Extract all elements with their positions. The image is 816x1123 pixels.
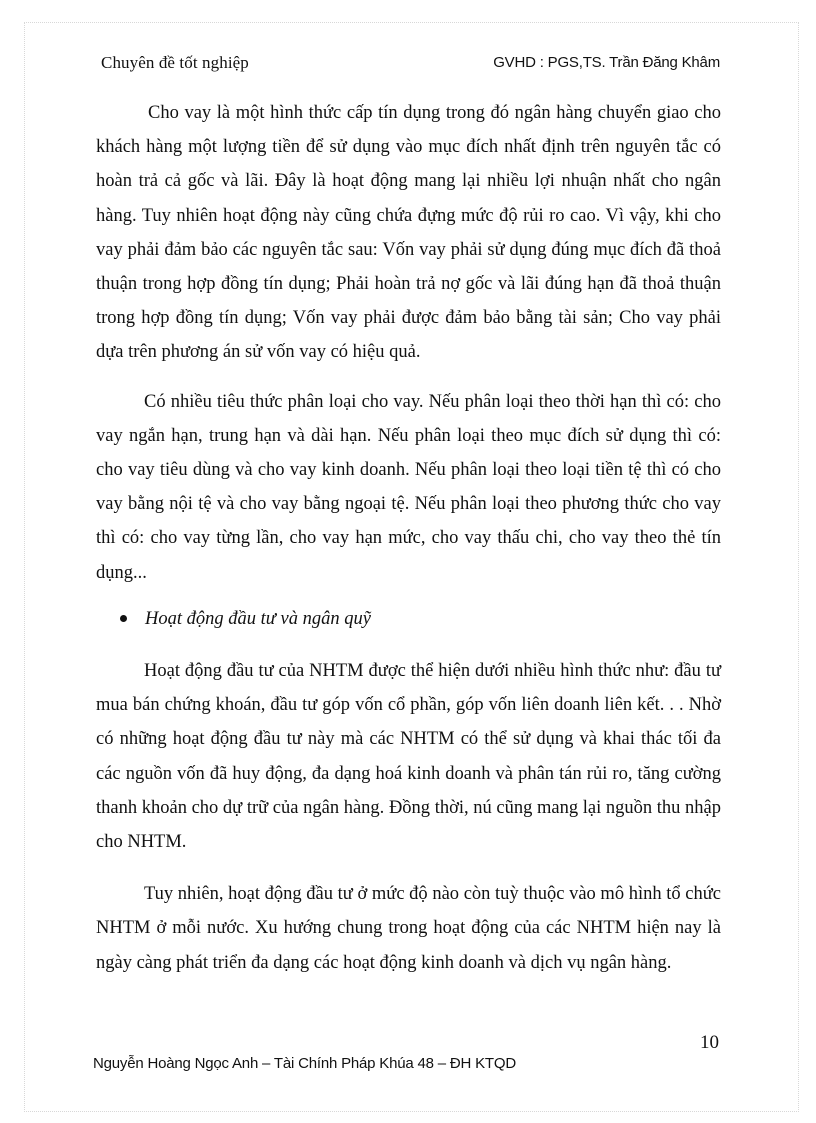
header-title: Chuyên đề tốt nghiệp: [101, 53, 249, 72]
bullet-heading: Hoạt động đầu tư và ngân quỹ: [145, 608, 371, 629]
paragraph-lending-definition: Cho vay là một hình thức cấp tín dụng trong đó ngân hàng chuyển giao cho khách hàng một lượng tiền để sử dụng vào mục đích nhất định trên nguyên tắc có hoàn trả cả gốc và lãi. Đây là hoạt động mang lại nhiều lợi nhuận nhất cho ngân hàng. Tuy nhiên hoạt động này cũng chứa đựng mức độ rủi ro cao. Vì vậy, khi cho vay phải đảm bảo các nguyên tắc sau: Vốn vay phải sử dụng đúng mục đích đã thoả thuận trong hợp đồng tín dụng; Phải hoàn trả nợ gốc và lãi đúng hạn đã thoả thuận trong hợp đồng tín dụng; Vốn vay phải được đảm bảo bằng tài sản; Cho vay phải dựa trên phương án sử vốn vay có hiệu quả.: [96, 103, 721, 363]
header-advisor: GVHD : PGS,TS. Trần Đăng Khâm: [493, 54, 720, 71]
document-body: [96, 96, 721, 980]
paragraph-investment-trends: Tuy nhiên, hoạt động đầu tư ở mức độ nào còn tuỳ thuộc vào mô hình tổ chức NHTM ở mỗi nước. Xu hướng chung trong hoạt động của các NHTM hiện nay là ngày càng phát triển đa dạng các hoạt động kinh doanh và dịch vụ ngân hàng.: [96, 884, 721, 973]
footer-author: Nguyễn Hoàng Ngọc Anh – Tài Chính Pháp Khúa 48 – ĐH KTQD: [93, 1055, 516, 1072]
bullet-item: [96, 602, 721, 636]
bullet-icon: [120, 615, 127, 622]
paragraph-investment-activities: Hoạt động đầu tư của NHTM được thể hiện dưới nhiều hình thức như: đầu tư mua bán chứng khoán, đầu tư góp vốn cổ phần, góp vốn liên doanh liên kết. . . Nhờ có những hoạt động đầu tư này mà các NHTM có thể sử dụng và khai thác tối đa các nguồn vốn đã huy động, đa dạng hoá kinh doanh và phân tán rủi ro, tăng cường thanh khoản cho dự trữ của ngân hàng. Đồng thời, nú cũng mang lại nguồn thu nhập cho NHTM.: [96, 661, 721, 853]
page-number: 10: [700, 1032, 719, 1053]
paragraph-lending-classification: Có nhiều tiêu thức phân loại cho vay. Nếu phân loại theo thời hạn thì có: cho vay ngắn hạn, trung hạn và dài hạn. Nếu phân loại theo mục đích sử dụng thì có: cho vay tiêu dùng và cho vay kinh doanh. Nếu phân loại theo loại tiền tệ thì có cho vay bằng nội tệ và cho vay bằng ngoại tệ. Nếu phân loại theo phương thức cho vay thì có: cho vay từng lần, cho vay hạn mức, cho vay thấu chi, cho vay theo thẻ tín dụng...: [96, 391, 721, 583]
